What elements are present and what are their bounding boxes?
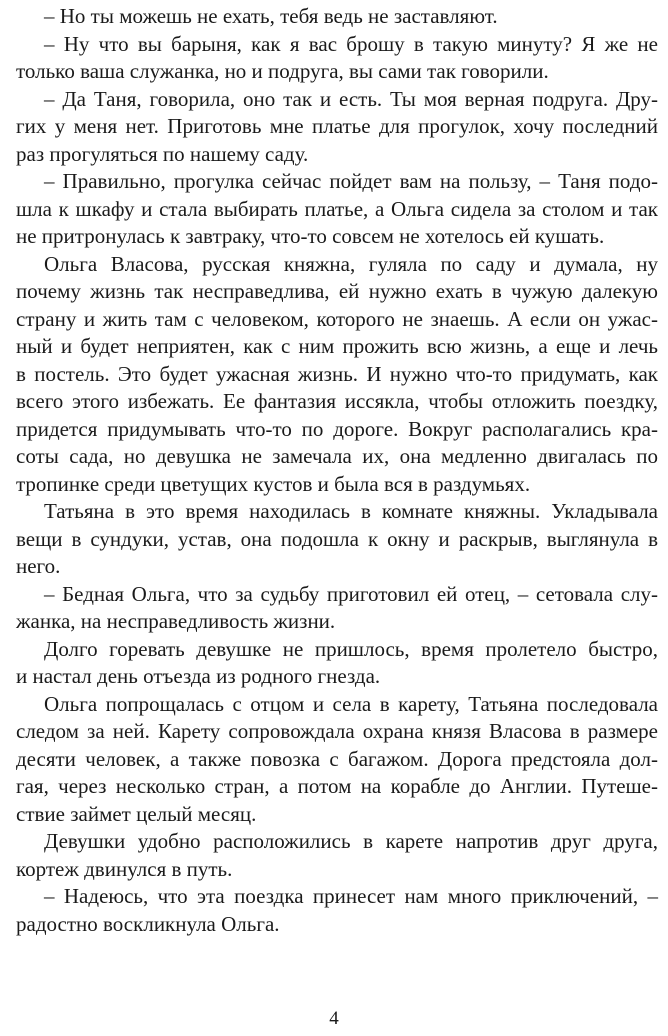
text-line: – Надеюсь, что эта поездка принесет нам много приключений, – <box>44 884 658 908</box>
text-line: Ольга Власова, русская княжна, гуляла по саду и думала, ну <box>44 251 658 276</box>
text-line: жанка, на несправедливость жизни. <box>16 609 336 633</box>
text-line: – Ну что вы барыня, как я вас брошу в такую минуту? Я же не <box>44 31 658 56</box>
text-line: гих у меня нет. Приготовь мне платье для прогулок, хочу последний <box>16 114 658 138</box>
text-line: следом за ней. Карету сопровождала охрана князя Власова в размере <box>16 719 658 743</box>
text-line: не притронулась к завтраку, что-то совсем не хотелось ей кушать. <box>16 224 605 248</box>
text-line: тропинке среди цветущих кустов и была вся в раздумьях. <box>16 471 531 496</box>
text-line: Ольга попрощалась с отцом и села в карету, Татьяна последовала <box>44 691 658 716</box>
text-line: – Бедная Ольга, что за судьбу приготовил ей отец, – сетовала слу- <box>44 581 658 606</box>
text-line: радостно воскликнула Ольга. <box>16 911 280 936</box>
text-line: почему жизнь так несправедлива, ей нужно ехать в чужую далекую <box>16 279 658 303</box>
text-line: десяти человек, а также повозка с багажом. Дорога предстояла дол- <box>16 746 658 771</box>
text-line: кортеж двинулся в путь. <box>16 856 233 881</box>
text-line: шла к шкафу и стала выбирать платье, а Ольга сидела за столом и так <box>16 196 658 221</box>
text-line: только ваша служанка, но и подруга, вы сами так говорили. <box>16 59 549 83</box>
text-line: – Правильно, прогулка сейчас пойдет вам на пользу, – Таня подо- <box>44 169 658 193</box>
text-line: Долго горевать девушке не пришлось, время пролетело быстро, <box>44 636 658 661</box>
text-line: вещи в сундуки, устав, она подошла к окну и раскрыв, выглянула в <box>16 526 658 551</box>
page-number: 4 <box>329 1008 339 1029</box>
text-line: и настал день отъезда из родного гнезда. <box>16 664 381 688</box>
text-line: – Да Таня, говорила, оно так и есть. Ты моя верная подруга. Дру- <box>44 86 658 111</box>
book-page-text <box>16 3 658 938</box>
text-line: гая, через несколько стран, а потом на корабле до Англии. Путеше- <box>16 774 658 798</box>
text-line: – Но ты можешь не ехать, тебя ведь не заставляют. <box>44 4 498 28</box>
text-line: всего этого избежать. Ее фантазия иссякла, чтобы отложить поездку, <box>16 389 658 413</box>
text-line: в постель. Это будет ужасная жизнь. И нужно что-то придумать, как <box>16 361 658 386</box>
text-line: Девушки удобно расположились в карете напротив друг друга, <box>44 829 658 853</box>
text-line: ствие займет целый месяц. <box>16 801 257 826</box>
text-line: него. <box>16 554 61 578</box>
text-line: ный и будет неприятен, как с ним прожить всю жизнь, а еще и лечь <box>16 334 658 358</box>
text-line: страну и жить там с человеком, которого не знаешь. А если он ужас- <box>16 306 658 331</box>
text-line: соты сада, но девушка не замечала их, она медленно двигалась по <box>16 444 658 468</box>
text-line: придется придумывать что-то по дороге. Вокруг располагались кра- <box>16 416 658 441</box>
text-line: Татьяна в это время находилась в комнате княжны. Укладывала <box>44 499 658 523</box>
text-line: раз прогуляться по нашему саду. <box>16 141 309 166</box>
